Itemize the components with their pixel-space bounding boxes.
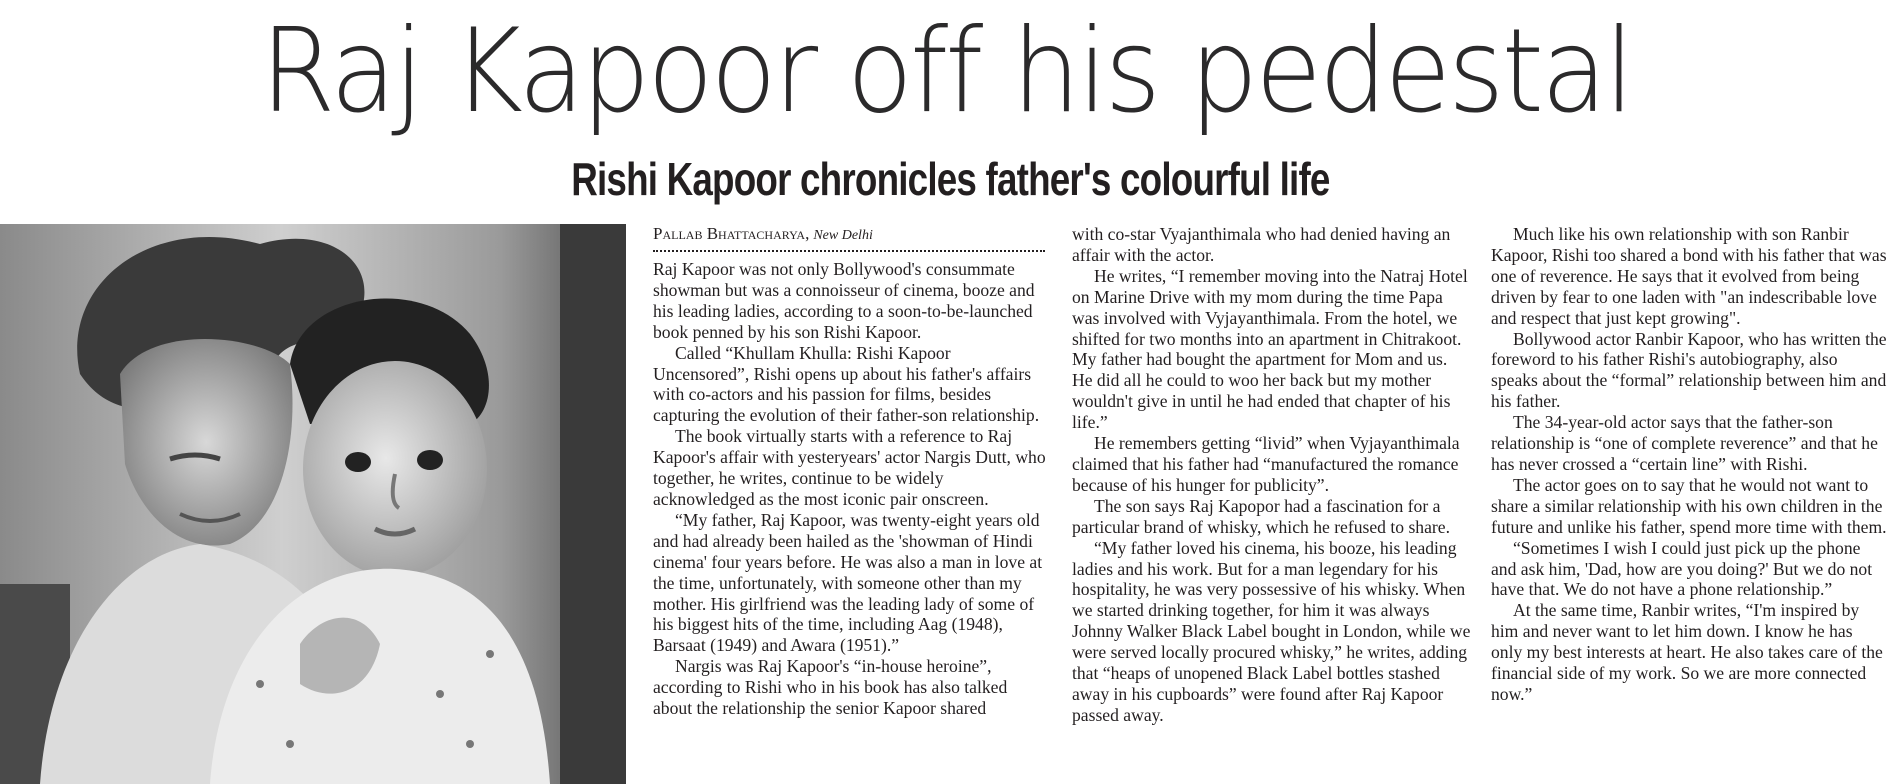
byline-location: New Delhi [813, 228, 873, 243]
paragraph: Bollywood actor Ranbir Kapoor, who has written the foreword to his father Rishi's autobiography, also speaks about the “formal” relationship between him and his father. [1491, 328, 1887, 412]
photo-father-son-icon [0, 224, 626, 784]
paragraph: The son says Raj Kapopor had a fascination for a particular brand of whisky, which he refused to share. [1072, 495, 1450, 537]
paragraph: The 34-year-old actor says that the father-son relationship is “one of complete reverence” and that he has never crossed a “certain line” with Rishi. [1491, 412, 1878, 474]
paragraph: The book virtually starts with a reference to Raj Kapoor's affair with yesteryears' actor Nargis Dutt, who together, he writes, continue to be widely acknowledged as the most iconic pair onscreen. [653, 426, 1046, 509]
photo-father-son [0, 224, 626, 784]
paragraph: Much like his own relationship with son Ranbir Kapoor, Rishi too shared a bond with his father that was one of reverence. He says that it evolved from being driven by fear to one laden with "an indescribable love and respect that just kept growing". [1491, 224, 1887, 328]
headline: Raj Kapoor off his pedestal [260, 4, 1632, 139]
paragraph: At the same time, Ranbir writes, “I'm inspired by him and never want to let him down. I know he has only my best interests at heart. He also takes care of the financial side of my work. So we are more connected now.” [1491, 600, 1883, 704]
byline-author: Pallab Bhattacharya, [653, 224, 810, 243]
paragraph: Nargis was Raj Kapoor's “in-house heroine”, according to Rishi who in his book has also talked about the relationship the senior Kapoor shared [653, 656, 1008, 719]
paragraph: The actor goes on to say that he would not want to share a similar relationship with his own children in the future and unlike his father, spend more time with them. [1491, 474, 1887, 537]
paragraph: “My father loved his cinema, his booze, his leading ladies and his work. But for a man legendary for his hospitality, he was very possessive of his whisky. When we started drinking together, for him it was always Johnny Walker Black Label bought in London, while we were served locally procured whisky,” he writes, adding that “heaps of unopened Black Label bottles stashed away in his cupboards” were found after Raj Kapoor passed away. [1072, 537, 1471, 725]
article-column-2 [1072, 224, 1472, 784]
byline [653, 224, 1049, 246]
paragraph: “Sometimes I wish I could just pick up the phone and ask him, 'Dad, how are you doing?' But we do not have that. We do not have a phone relationship.” [1491, 537, 1873, 600]
subheadline: Rishi Kapoor chronicles father's colourful life [571, 153, 1330, 205]
article-column-3 [1491, 224, 1887, 784]
paragraph: with co-star Vyajanthimala who had denied having an affair with the actor. [1072, 224, 1451, 265]
paragraph: “My father, Raj Kapoor, was twenty-eight years old and had already been hailed as the 'showman of Hindi cinema' four years before. He was also a man in love at the time, unfortunately, with someone other than my mother. His girlfriend was the leading lady of some of his biggest hits of the time, including Aag (1948), Barsaat (1949) and Awara (1951).” [653, 509, 1043, 656]
paragraph: He remembers getting “livid” when Vyjayanthimala claimed that his father had “manufactured the romance because of his hunger for publicity”. [1072, 433, 1460, 495]
paragraph: Called “Khullam Khulla: Rishi Kapoor Uncensored”, Rishi opens up about his father's affairs with co-actors and his passion for films, besides capturing the evolution of their father-son relationship. [653, 342, 1040, 426]
paragraph: Raj Kapoor was not only Bollywood's consummate showman but was a connoisseur of cinema, booze and his leading ladies, according to a soon-to-be-launched book penned by his son Rishi Kapoor. [653, 259, 1035, 342]
byline-divider [653, 250, 1045, 252]
article-column-1 [653, 224, 1049, 784]
paragraph: He writes, “I remember moving into the Natraj Hotel on Marine Drive with my mom during the time Papa was involved with Vyjayanthimala. From the hotel, we shifted for two months into an apartment in Chitrakoot. My father had bought the apartment for Mom and us. He did all he could to woo her back but my mother wouldn't give in until he had ended that chapter of his life.” [1072, 265, 1468, 433]
